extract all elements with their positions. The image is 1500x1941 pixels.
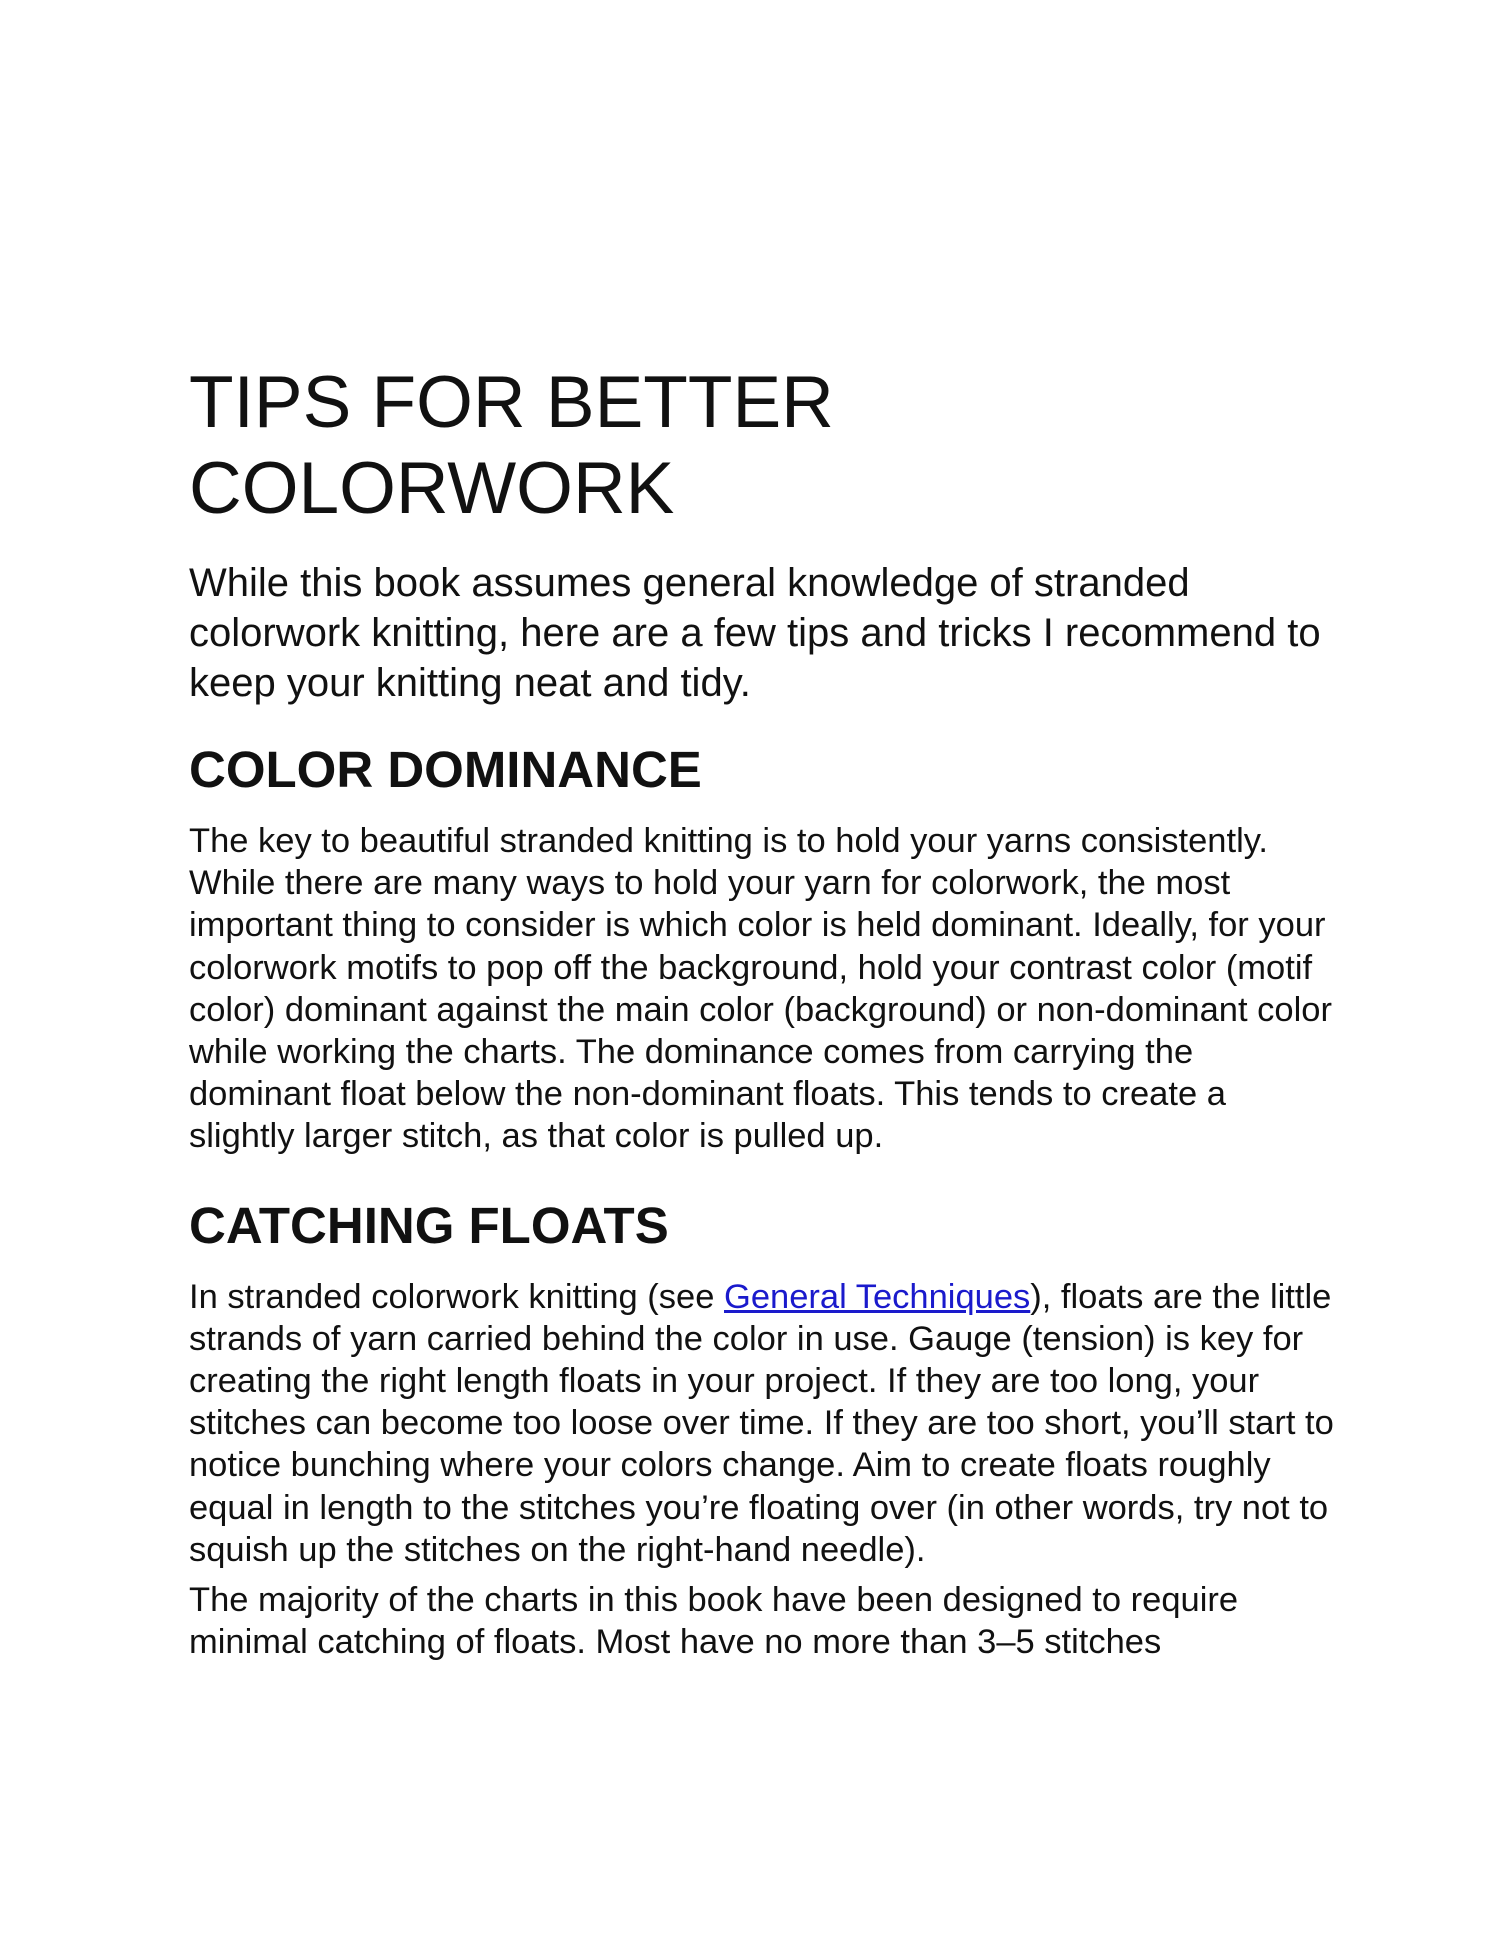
general-techniques-link[interactable]: General Techniques [724, 1277, 1031, 1316]
catching-floats-text-after-link: ), floats are the little strands of yarn carried behind the color in use. Gauge (tension) is key for creating the right length floats in your project. If they are too long, your stitches can become too loose over time. If they are too short, you’ll start to notice bunching where your colors change. Aim to create floats roughly equal in length to the stitches you’re floating over (in other words, try not to squish up the stitches on the right-hand needle). [189, 1277, 1334, 1569]
color-dominance-paragraph: The key to beautiful stranded knitting is to hold your yarns consistently. While there are many ways to hold your yarn for colorwork, the most important thing to consider is which color is held dominant. Ideally, for your colorwork motifs to pop off the background, hold your contrast color (motif color) dominant against the main color (background) or non-dominant color while working the charts. The dominance comes from carrying the dominant float below the non-dominant floats. This tends to create a slightly larger stitch, as that color is pulled up. [189, 822, 1332, 1156]
catching-floats-paragraph-2: The majority of the charts in this book have been designed to require minimal catching of floats. Most have no more than 3–5 stitches [189, 1581, 1239, 1662]
catching-floats-paragraph [189, 1276, 1339, 1571]
section-heading-color-dominance: COLOR DOMINANCE [189, 741, 702, 798]
page-content [189, 360, 1339, 1663]
page-title [189, 360, 1339, 532]
section-heading-catching-floats: CATCHING FLOATS [189, 1196, 669, 1254]
page-title-line-2: COLORWORK [189, 448, 675, 529]
catching-floats-text-before-link: In stranded colorwork knitting (see [189, 1277, 725, 1316]
intro-paragraph: While this book assumes general knowledge of stranded colorwork knitting, here are a few tips and tricks I recommend to keep your knitting neat and tidy. [189, 561, 1321, 705]
page-title-line-1: TIPS FOR BETTER [189, 362, 834, 443]
